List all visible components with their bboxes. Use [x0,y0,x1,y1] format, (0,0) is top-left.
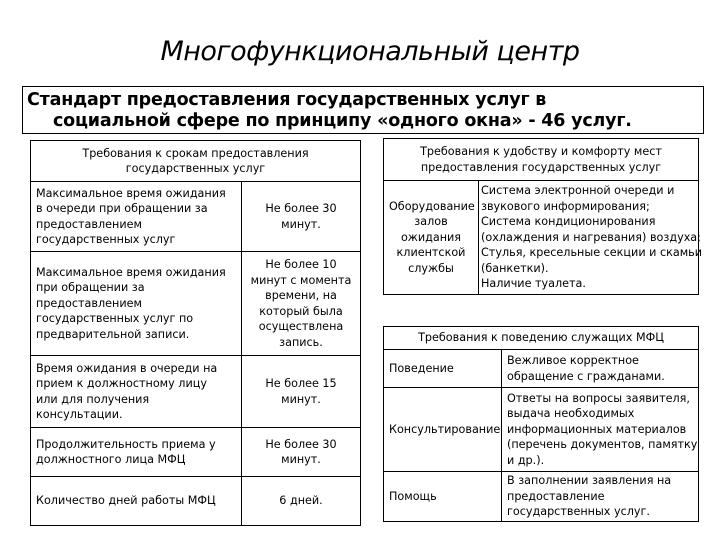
text-line: прием к должностному лицу [36,377,207,390]
text-line: в очереди при обращении за [36,202,208,215]
text-line: Количество дней работы МФЦ [36,494,216,508]
text-line: Не более 10 [265,258,337,271]
subtitle-line-1: Стандарт предоставления государственных услуг в [27,90,547,110]
table-row [384,350,699,388]
text-line: (перечень документов, памятку [507,438,698,452]
text-line: Продолжительность приема у [36,437,216,451]
table-row [384,388,699,472]
text-line: или для получения [36,392,150,406]
subtitle-box [22,86,704,134]
comfort-requirements-table [383,138,703,295]
text-line: ожидания [400,230,462,244]
text-line: информационных материалов [507,422,687,436]
table-row [31,182,361,252]
text-line: Не более 30 [265,437,337,451]
subtitle-line-2: социальной сфере по принципу «одного окна» - 46 услуг. [53,111,632,131]
row-value [502,350,699,388]
row-label [31,252,242,356]
text-line: государственных услуг [36,233,176,246]
text-line: службы [408,261,454,275]
text-line: выдача необходимых [507,407,635,421]
text-line: Стулья, кресельные секции и скамьи [481,246,703,260]
row-value [242,428,361,477]
text-line: Система электронной очереди и [481,184,675,198]
text-line: осуществлена [258,320,344,333]
text-line: (банкетки). [481,261,549,275]
text-line: минут. [281,453,321,466]
text-line: предоставлением [36,217,142,231]
text-line: клиентской [396,246,466,260]
text-line: запись. [279,335,323,349]
text-line: консультации. [36,408,123,421]
text-line: Требования к срокам предоставления [82,146,309,160]
row-value [242,252,361,356]
text-line: Требования к удобству и комфорту мест [420,145,662,158]
text-line: Не более 30 [265,202,337,215]
row-label [31,182,242,252]
text-line: предоставлением [36,296,142,310]
page-title: Многофункциональный центр [160,36,580,67]
text-line: (охлаждения и нагревания) воздуха; [481,230,701,244]
row-value [502,472,699,522]
text-line: времени, на [265,289,337,302]
text-line: залов [414,215,448,229]
table-row [31,428,361,477]
text-line: Система кондиционирования [481,215,656,229]
comfort-requirements-header [384,139,699,181]
text-line: Вежливое корректное [507,354,639,367]
text-line: предварительной записи. [36,327,190,341]
row-label [31,356,242,428]
row-label [31,477,242,526]
row-value [242,356,361,428]
text-line: должностного лица МФЦ [36,453,186,466]
text-line: Не более 15 [265,377,337,390]
table-row [31,252,361,356]
row-label: Консультирование [384,388,502,472]
text-line: предоставления государственных услуг [420,160,662,174]
row-value [479,181,703,295]
text-line: и др.). [507,453,545,467]
text-line: Максимальное время ожидания [36,265,226,279]
text-line: государственных услуг. [507,505,650,519]
row-value [242,477,361,526]
text-line: государственных услуг по [36,312,194,326]
text-line: государственных услуг [125,162,266,175]
text-line: который была [259,304,343,318]
text-line: Оборудование [389,199,475,213]
text-line: предоставление [507,489,605,503]
text-line: Ответы на вопросы заявителя, [507,391,690,405]
text-line: Наличие туалета. [481,277,586,291]
behavior-requirements-table [383,326,699,522]
table-row [31,356,361,428]
text-line: обращение с гражданами. [507,369,665,383]
text-line: В заполнении заявления на [507,474,672,488]
table-row [31,477,361,526]
text-line: минут. [281,217,321,231]
row-label: Помощь [384,472,502,522]
row-value [242,182,361,252]
row-label: Поведение [384,350,502,388]
text-line: минут. [281,392,321,406]
row-label [384,181,479,295]
text-line: Время ожидания в очереди на [36,361,218,375]
text-line: Максимальное время ожидания [36,186,226,200]
text-line: при обращении за [36,281,145,295]
time-requirements-header [31,141,361,182]
row-value [502,388,699,472]
row-label [31,428,242,477]
table-row [384,472,699,522]
behavior-requirements-header: Требования к поведению служащих МФЦ [384,327,699,350]
time-requirements-table [30,140,361,526]
table-row [384,181,699,295]
text-line: минут с момента [250,273,352,287]
text-line: звукового информирования; [481,199,650,213]
text-line: 6 дней. [279,494,323,508]
